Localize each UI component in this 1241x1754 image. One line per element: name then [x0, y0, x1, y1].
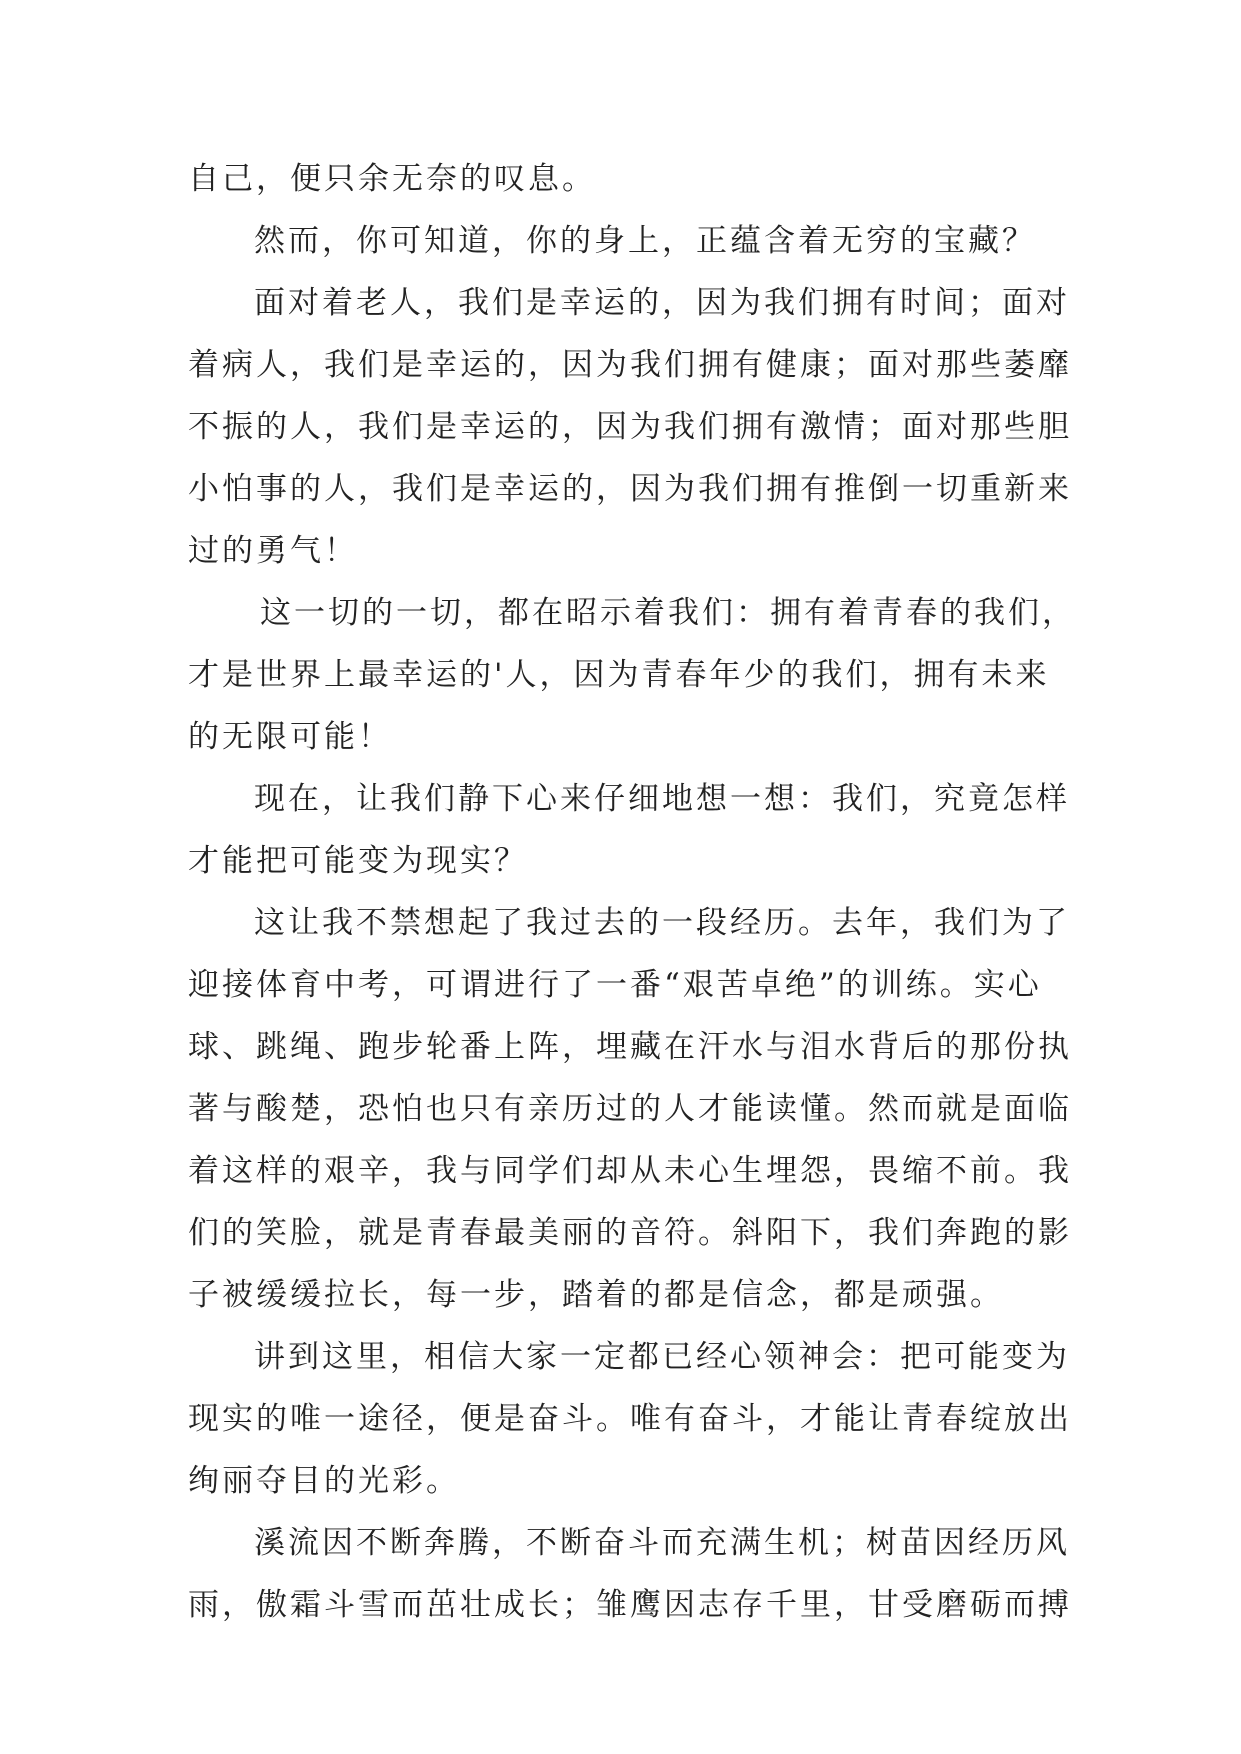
text-line: 雨，傲霜斗雪而茁壮成长；雏鹰因志存千里，甘受磨砺而搏 — [188, 1587, 1072, 1623]
text-line: 才是世界上最幸运的'人，因为青春年少的我们，拥有未来 — [188, 657, 1050, 693]
paragraph-first-line: 讲到这里，相信大家一定都已经心领神会：把可能变为 — [254, 1339, 1070, 1375]
text-line: 的无限可能！ — [188, 719, 392, 755]
paragraph-first-line: 这让我不禁想起了我过去的一段经历。去年，我们为了 — [254, 905, 1070, 941]
text-line: 小怕事的人，我们是幸运的，因为我们拥有推倒一切重新来 — [188, 471, 1072, 507]
paragraph-first-line: 这一切的一切，都在昭示着我们：拥有着青春的我们， — [260, 595, 1076, 631]
text-line: 过的勇气！ — [188, 533, 358, 569]
text-line: 迎接体育中考，可谓进行了一番“艰苦卓绝”的训练。实心 — [188, 967, 1042, 1003]
text-line: 自己，便只余无奈的叹息。 — [188, 161, 596, 197]
paragraph-first-line: 面对着老人，我们是幸运的，因为我们拥有时间；面对 — [254, 285, 1070, 321]
text-line: 绚丽夺目的光彩。 — [188, 1463, 460, 1499]
text-line: 球、跳绳、跑步轮番上阵，埋藏在汗水与泪水背后的那份执 — [188, 1029, 1072, 1065]
text-line: 不振的人，我们是幸运的，因为我们拥有激情；面对那些胆 — [188, 409, 1072, 445]
paragraph-first-line: 然而，你可知道，你的身上，正蕴含着无穷的宝藏？ — [254, 223, 1036, 259]
text-line: 着这样的艰辛，我与同学们却从未心生埋怨，畏缩不前。我 — [188, 1153, 1072, 1189]
paragraph-first-line: 现在，让我们静下心来仔细地想一想：我们，究竟怎样 — [254, 781, 1070, 817]
text-line: 现实的唯一途径，便是奋斗。唯有奋斗，才能让青春绽放出 — [188, 1401, 1072, 1437]
text-line: 们的笑脸，就是青春最美丽的音符。斜阳下，我们奔跑的影 — [188, 1215, 1072, 1251]
text-line: 子被缓缓拉长，每一步，踏着的都是信念，都是顽强。 — [188, 1277, 1004, 1313]
paragraph-first-line: 溪流因不断奔腾，不断奋斗而充满生机；树苗因经历风 — [254, 1525, 1070, 1561]
text-line: 才能把可能变为现实？ — [188, 843, 528, 879]
text-line: 著与酸楚，恐怕也只有亲历过的人才能读懂。然而就是面临 — [188, 1091, 1072, 1127]
text-line: 着病人，我们是幸运的，因为我们拥有健康；面对那些萎靡 — [188, 347, 1072, 383]
